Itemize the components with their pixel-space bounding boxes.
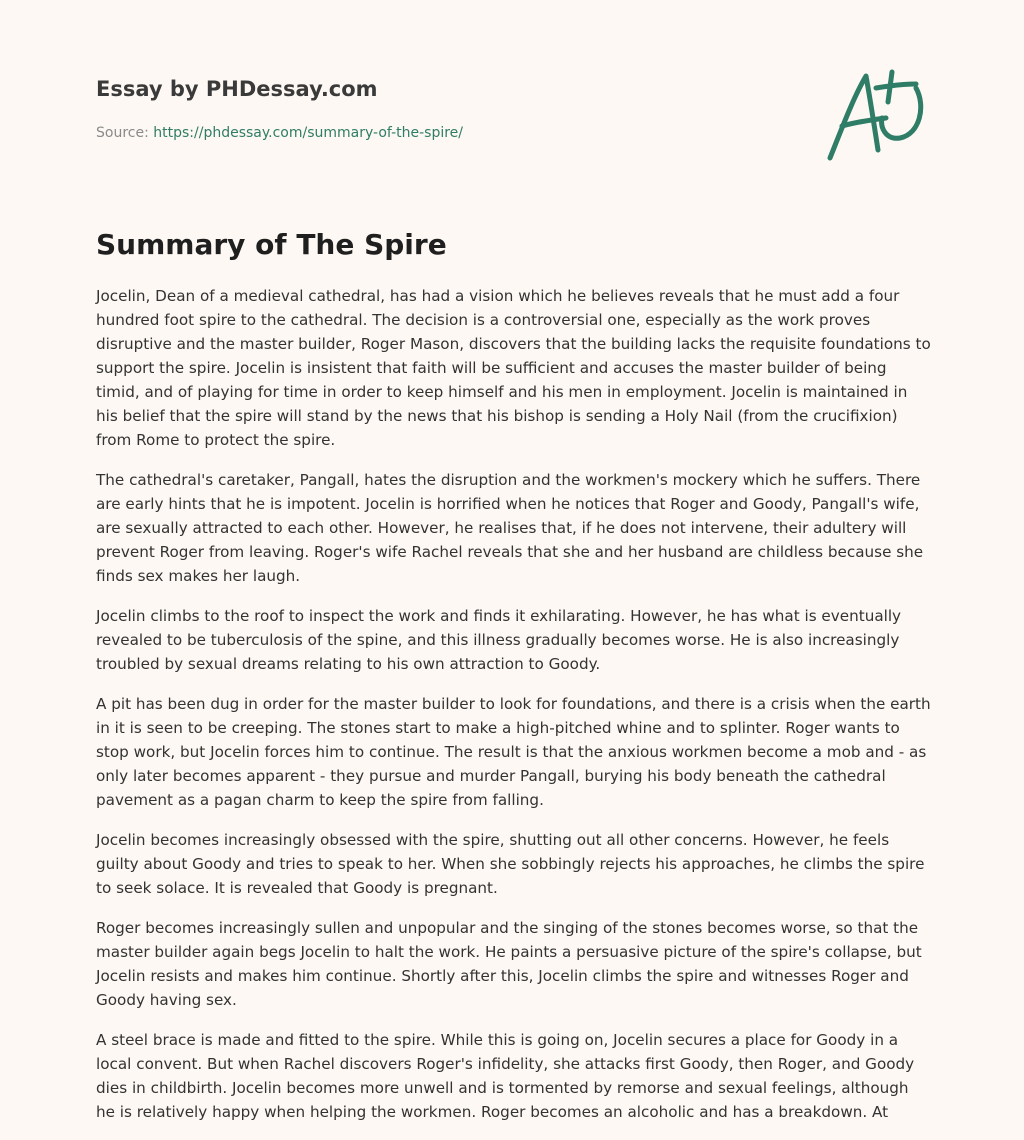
source-label: Source: xyxy=(96,125,149,141)
paragraph: Jocelin climbs to the roof to inspect the work and finds it exhilarating. However, he has what is eventually revealed to be tuberculosis of the spine, and this illness gradually becomes worse. He is also increasingly troubled by sexual dreams relating to his own attraction to Goody. xyxy=(96,607,902,673)
paragraph: Roger becomes increasingly sullen and unpopular and the singing of the stones becomes worse, so that the master builder again begs Jocelin to halt the work. He paints a persuasive picture of the spire's collapse, but Jocelin resists and makes him continue. Shortly after this, Jocelin climbs the spire and witnesses Roger and Goody having sex. xyxy=(96,919,922,1009)
source-link[interactable]: https://phdessay.com/summary-of-the-spire/ xyxy=(153,125,464,141)
article-body xyxy=(96,284,932,1140)
source-line xyxy=(96,123,796,143)
page-title: Summary of The Spire xyxy=(96,228,447,261)
document-header xyxy=(96,74,796,143)
a-plus-logo-icon xyxy=(822,68,928,164)
paragraph: Jocelin becomes increasingly obsessed with the spire, shutting out all other concerns. However, he feels guilty about Goody and tries to speak to her. When she sobbingly rejects his approaches, he climbs the spire to seek solace. It is revealed that Goody is pregnant. xyxy=(96,831,925,897)
paragraph: A steel brace is made and fitted to the spire. While this is going on, Jocelin secures a place for Goody in a local convent. But when Rachel discovers Roger's infidelity, she attacks first Goody, then Roger, and Goody dies in childbirth. Jocelin becomes more unwell and is tormented by remorse and sexual feelings, although he is relatively happy when helping the workmen. Roger becomes an alcoholic and has a breakdown. At xyxy=(96,1031,915,1121)
brand-name: Essay by PHDessay.com xyxy=(96,77,378,101)
paragraph: The cathedral's caretaker, Pangall, hates the disruption and the workmen's mockery which he suffers. There are early hints that he is impotent. Jocelin is horrified when he notices that Roger and Goody, Pangall's wife, are sexually attracted to each other. However, he realises that, if he does not intervene, their adultery will prevent Roger from leaving. Roger's wife Rachel reveals that she and her husband are childless because she finds sex makes her laugh. xyxy=(96,471,924,585)
paragraph: A pit has been dug in order for the master builder to look for foundations, and there is a crisis when the earth in it is seen to be creeping. The stones start to make a high-pitched whine and to splinter. Roger wants to stop work, but Jocelin forces him to continue. The result is that the anxious workmen become a mob and - as only later becomes apparent - they pursue and murder Pangall, burying his body beneath the cathedral pavement as a pagan charm to keep the spire from falling. xyxy=(96,695,931,809)
paragraph: Jocelin, Dean of a medieval cathedral, has had a vision which he believes reveals that he must add a four hundred foot spire to the cathedral. The decision is a controversial one, especially as the work proves disruptive and the master builder, Roger Mason, discovers that the building lacks the requisite foundations to support the spire. Jocelin is insistent that faith will be sufficient and accuses the master builder of being timid, and of playing for time in order to keep himself and his men in employment. Jocelin is maintained in his belief that the spire will stand by the news that his bishop is sending a Holy Nail (from the crucifixion) from Rome to protect the spire. xyxy=(96,287,931,449)
